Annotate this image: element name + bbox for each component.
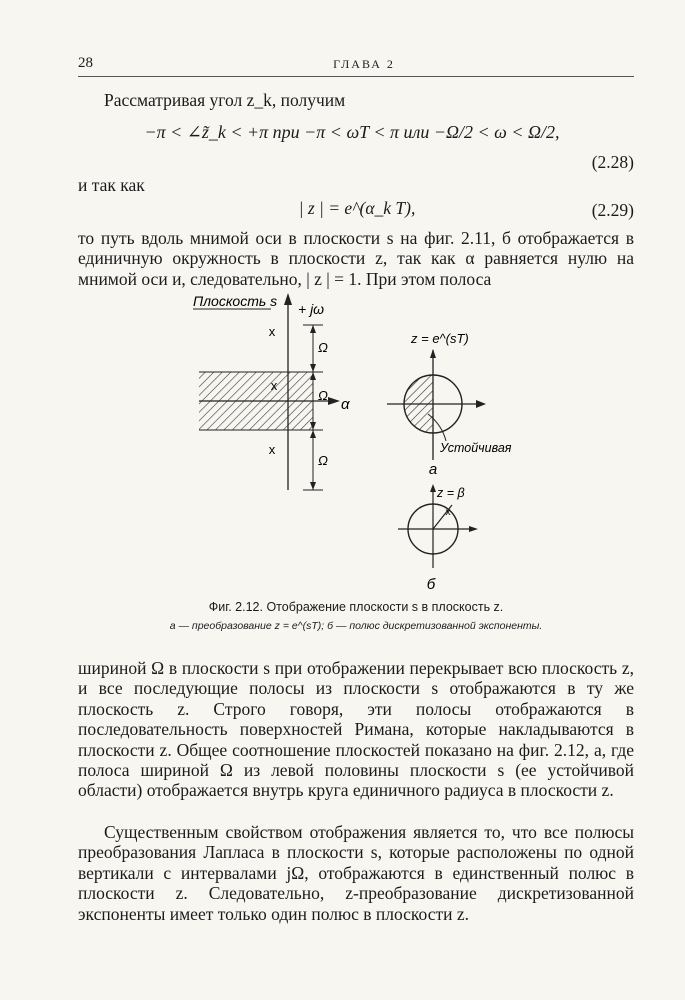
- figure-caption-sub: а — преобразование z = e^(sT); б — полюс дискретизованной экспоненты.: [169, 620, 543, 632]
- paragraph-2-text: шириной Ω в плоскости s при отображении перекрывает всю плоскость z, и все последующие полосы из плоскости s отображаются в ту же плоскость z. Строго говоря, эти полосы отображаются в последовательность поверхностей Римана, которые накладываются в плоскости z. Общее соотношение плоскостей показано на фиг. 2.12, а, где полоса шириной Ω из левой половины плоскости s (ее устойчивой области) отображается внутрь круга единичного радиуса в плоскости z.: [78, 658, 634, 801]
- z-plane-b-real-arrow: [469, 526, 478, 532]
- eq-number-2-29: (2.29): [591, 200, 634, 220]
- dim-arrow-5: [310, 430, 316, 438]
- z-plane-a-real-arrow: [476, 400, 486, 408]
- real-axis-arrow: [328, 397, 340, 405]
- dim-arrow-6: [310, 482, 316, 490]
- paragraph-3-text: Существенным свойством отображения является то, что все полюсы преобразования Лапласа в плоскости s, которые расположены по одной вертикали с интервалами jΩ, отображаются в единственный полюс в плоскости z. Следовательно, z-преобразование дискретизованной экспоненты имеет только один полюс в плоскости z.: [78, 822, 634, 924]
- eq-number-2-28: (2.28): [591, 152, 634, 172]
- s-plane-label: Плоскость s: [193, 293, 278, 309]
- z-mapping-label: z = e^(sT): [411, 331, 469, 346]
- pole-mark-1: x: [268, 324, 276, 339]
- z-beta-label: z = β: [437, 486, 465, 500]
- z-plane-a-imag-arrow: [430, 349, 436, 358]
- alpha-label: α: [341, 396, 350, 413]
- pole-mark-b: x: [445, 507, 451, 518]
- omega-label-2: Ω: [318, 388, 328, 403]
- formula-2-29: | z | = e^(α_k T),: [298, 198, 416, 218]
- formula-2-28: −π < ∠z̃_k < +π при −π < ωT < π или −Ω/2 < ω < Ω/2,: [144, 122, 560, 142]
- and-since-text: и так как: [78, 175, 145, 195]
- omega-label-1: Ω: [318, 340, 328, 355]
- sub-figure-b-label: б: [426, 576, 436, 593]
- pole-mark-3: x: [268, 442, 276, 457]
- paragraph-2: [78, 658, 634, 801]
- pole-mark-2: x: [270, 378, 278, 393]
- j-omega-label: + jω: [298, 301, 325, 317]
- page-number: 28: [78, 55, 93, 71]
- dim-arrow-2: [310, 364, 316, 372]
- stable-label: Устойчивая: [440, 441, 512, 455]
- z-plane-b-imag-arrow: [430, 484, 436, 492]
- sub-figure-a-label: а: [428, 461, 438, 478]
- imaginary-axis-arrow: [284, 293, 292, 305]
- omega-label-3: Ω: [318, 453, 328, 468]
- figure-caption-title: Фиг. 2.12. Отображение плоскости s в плоскость z.: [208, 600, 504, 614]
- chapter-title: ГЛАВА 2: [333, 57, 395, 71]
- paragraph-1-text: то путь вдоль мнимой оси в плоскости s на фиг. 2.11, б отображается в единичную окружность в плоскости z, так как α равняется нулю на мнимой оси и, следовательно, | z | = 1. При этом полоса: [78, 228, 634, 289]
- dim-arrow-1: [310, 325, 316, 333]
- intro-line: Рассматривая угол z_k, получим: [104, 90, 346, 110]
- paragraph-3: [78, 822, 634, 924]
